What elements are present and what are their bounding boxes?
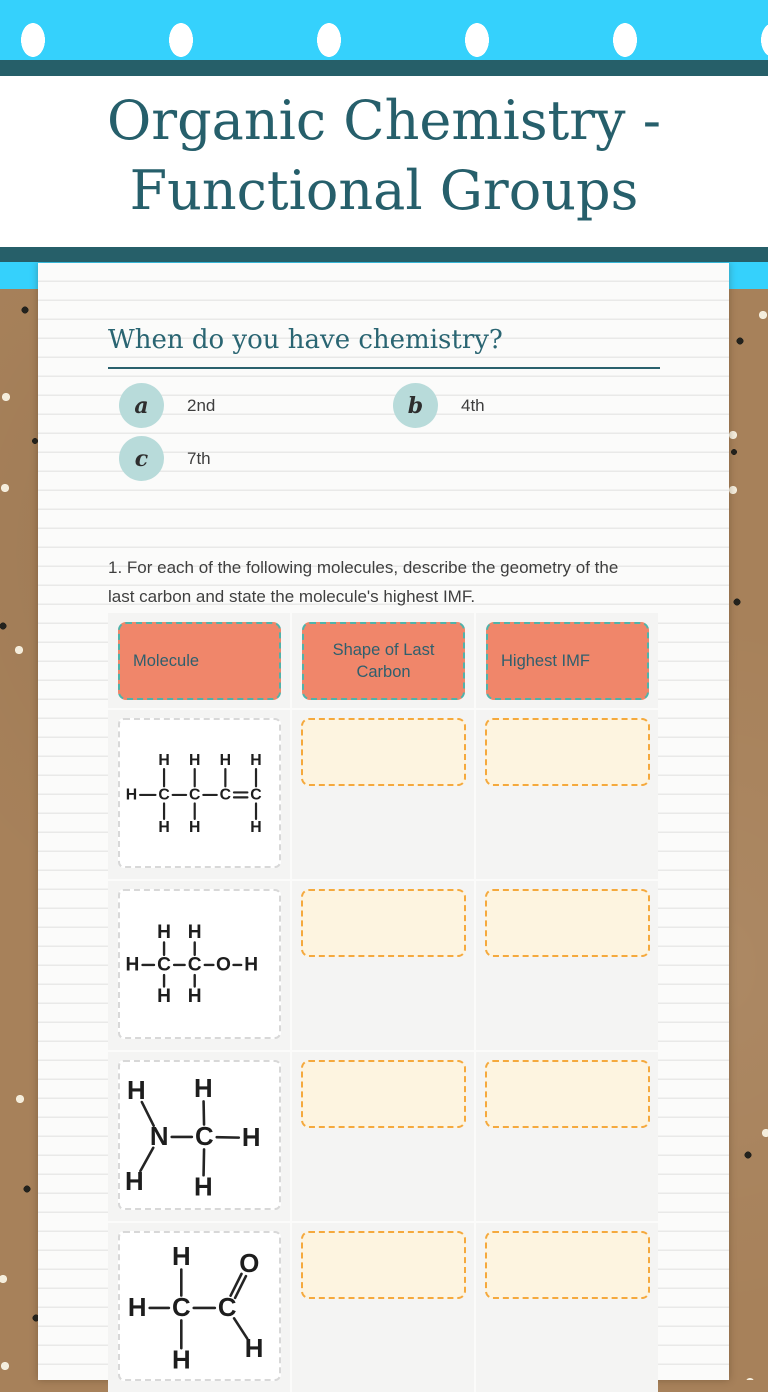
answer-input-box[interactable] [301, 1231, 466, 1299]
svg-text:C: C [218, 1294, 237, 1322]
option-label: 2nd [187, 396, 215, 416]
svg-text:H: H [245, 1335, 264, 1363]
svg-text:H: H [157, 922, 171, 943]
imf-table [108, 613, 658, 1392]
table-row-4-molecule-cell [108, 1223, 290, 1392]
svg-text:H: H [172, 1243, 191, 1271]
answer-input-box[interactable] [485, 889, 650, 957]
molecule-image-methylamine [118, 1060, 281, 1210]
svg-text:H: H [128, 1294, 147, 1322]
svg-text:H: H [126, 954, 140, 975]
table-row-1-shape-cell [292, 710, 474, 879]
svg-text:H: H [194, 1075, 213, 1103]
answer-input-box[interactable] [485, 1231, 650, 1299]
svg-text:C: C [157, 954, 171, 975]
table-row-4-shape-cell [292, 1223, 474, 1392]
page-title-line1: Organic Chemistry - [107, 86, 661, 156]
column-header-molecule: Molecule [118, 622, 281, 700]
title-banner [0, 76, 768, 247]
mc-question-heading: When do you have chemistry? [108, 325, 503, 355]
molecule-structure-svg [120, 720, 279, 866]
option-label: 7th [187, 449, 211, 469]
svg-text:H: H [125, 1168, 144, 1196]
table-row-3-shape-cell [292, 1052, 474, 1221]
svg-text:H: H [250, 752, 261, 769]
option-letter: a [134, 393, 148, 419]
svg-text:H: H [172, 1347, 191, 1375]
svg-text:C: C [220, 786, 231, 803]
heading-underline [108, 367, 660, 369]
svg-text:O: O [239, 1250, 259, 1278]
table-row-2-molecule-cell [108, 881, 290, 1050]
table-row-2-shape-cell [292, 881, 474, 1050]
answer-input-box[interactable] [485, 1060, 650, 1128]
mc-option-b[interactable] [393, 383, 485, 428]
teal-stripe-top [0, 60, 768, 76]
svg-text:C: C [250, 786, 261, 803]
page-title-line2: Functional Groups [107, 156, 661, 226]
svg-text:H: H [220, 752, 231, 769]
svg-text:H: H [126, 786, 137, 803]
column-header-imf: Highest IMF [486, 622, 649, 700]
table-row-3-molecule-cell [108, 1052, 290, 1221]
mc-option-a[interactable] [119, 383, 215, 428]
table-row-2-imf-cell [476, 881, 658, 1050]
svg-text:C: C [188, 954, 202, 975]
svg-text:O: O [216, 954, 231, 975]
svg-text:H: H [188, 922, 202, 943]
answer-input-box[interactable] [301, 889, 466, 957]
table-header-cell-imf [476, 613, 658, 708]
svg-text:C: C [172, 1294, 191, 1322]
task-question-text: 1. For each of the following molecules, describe the geometry of the last carbon and state the molecule's highest IMF. [108, 553, 642, 611]
svg-text:H: H [244, 954, 258, 975]
molecule-structure-svg [120, 1233, 279, 1379]
option-label: 4th [461, 396, 485, 416]
svg-text:H: H [242, 1124, 261, 1152]
page-title [107, 86, 661, 226]
svg-text:C: C [189, 786, 200, 803]
svg-text:H: H [188, 986, 202, 1007]
mc-option-c[interactable] [119, 436, 211, 481]
column-header-shape: Shape of Last Carbon [302, 622, 465, 700]
molecule-structure-svg [120, 891, 279, 1037]
table-row-1-imf-cell [476, 710, 658, 879]
table-header-cell-shape [292, 613, 474, 708]
option-letter-badge [393, 383, 438, 428]
svg-text:H: H [158, 752, 169, 769]
option-letter-badge [119, 436, 164, 481]
svg-text:H: H [250, 819, 261, 836]
answer-input-box[interactable] [301, 1060, 466, 1128]
svg-text:H: H [157, 986, 171, 1007]
polka-dot-banner [0, 0, 768, 60]
table-header-cell-molecule [108, 613, 290, 708]
svg-text:H: H [189, 819, 200, 836]
option-letter: b [408, 393, 423, 419]
option-letter: c [135, 446, 148, 472]
svg-text:C: C [195, 1123, 214, 1151]
answer-input-box[interactable] [485, 718, 650, 786]
option-letter-badge [119, 383, 164, 428]
svg-text:H: H [127, 1077, 146, 1105]
molecule-image-ethanol [118, 889, 281, 1039]
svg-text:H: H [189, 752, 200, 769]
teal-stripe-middle [0, 247, 768, 262]
molecule-structure-svg [120, 1062, 279, 1208]
table-row-4-imf-cell [476, 1223, 658, 1392]
molecule-image-butene [118, 718, 281, 868]
svg-text:C: C [158, 786, 169, 803]
table-row-3-imf-cell [476, 1052, 658, 1221]
molecule-image-aldehyde [118, 1231, 281, 1381]
svg-text:H: H [194, 1174, 213, 1202]
svg-text:N: N [150, 1123, 169, 1151]
svg-text:H: H [158, 819, 169, 836]
worksheet-paper [38, 263, 729, 1380]
table-row-1-molecule-cell [108, 710, 290, 879]
answer-input-box[interactable] [301, 718, 466, 786]
